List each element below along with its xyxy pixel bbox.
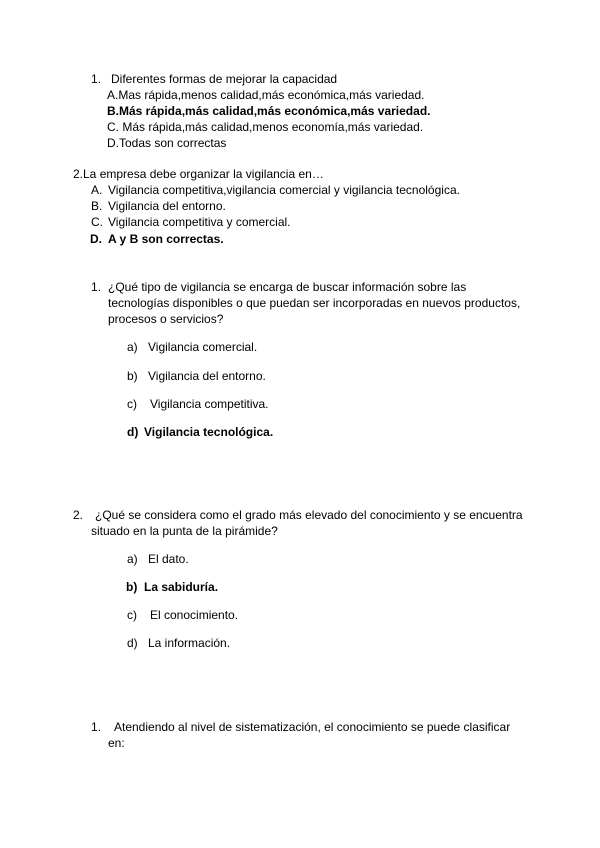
q1-option-a: A.Mas rápida,menos calidad,más económica,más variedad. <box>107 88 425 102</box>
q1-option-c: C. Más rápida,más calidad,menos economía,más variedad. <box>107 120 424 134</box>
q2-option-d-letter: D. <box>90 232 102 246</box>
q4-option-a-letter: a) <box>127 552 138 566</box>
q3-question-line-3: procesos o servicios? <box>108 312 224 326</box>
q2-option-c-letter: C. <box>91 215 103 229</box>
q2-option-a-letter: A. <box>91 183 103 197</box>
q3-option-c-text: Vigilancia competitiva. <box>150 397 269 411</box>
q4-option-b-letter: b) <box>126 580 138 594</box>
q3-question-line-1: ¿Qué tipo de vigilancia se encarga de buscar información sobre las <box>108 280 467 294</box>
q3-option-d-letter: d) <box>127 425 139 439</box>
q4-option-b-text: La sabiduría. <box>144 580 219 594</box>
q4-option-c-text: El conocimiento. <box>150 608 239 622</box>
q2-option-d-text: A y B son correctas. <box>108 232 224 246</box>
q3-option-b-text: Vigilancia del entorno. <box>148 369 266 383</box>
q1-option-d: D.Todas son correctas <box>107 136 227 150</box>
q4-question-line-1: ¿Qué se considera como el grado más elevado del conocimiento y se encuentra <box>95 508 523 522</box>
q3-option-d-text: Vigilancia tecnológica. <box>144 425 274 439</box>
q2-option-c-text: Vigilancia competitiva y comercial. <box>108 215 291 229</box>
q3-option-a-letter: a) <box>127 340 138 354</box>
q1-option-b: B.Más rápida,más calidad,más económica,más variedad. <box>107 104 431 118</box>
q5-question-line-2: en: <box>108 736 125 750</box>
q2-option-b-text: Vigilancia del entorno. <box>108 199 226 213</box>
q3-question-line-2: tecnologías disponibles o que puedan ser incorporadas en nuevos productos, <box>108 296 521 310</box>
q4-option-c-letter: c) <box>127 608 137 622</box>
q1-question: Diferentes formas de mejorar la capacidad <box>111 72 338 86</box>
q3-number: 1. <box>91 280 102 294</box>
q3-option-a-text: Vigilancia comercial. <box>148 340 258 354</box>
q2-question: 2.La empresa debe organizar la vigilancia en… <box>73 167 324 181</box>
q2-option-b-letter: B. <box>91 199 103 213</box>
q5-question-line-1: Atendiendo al nivel de sistematización, el conocimiento se puede clasificar <box>114 720 511 734</box>
q4-question-line-2: situado en la punta de la pirámide? <box>91 524 278 538</box>
q5-number: 1. <box>91 720 102 734</box>
q3-option-c-letter: c) <box>127 397 137 411</box>
q4-option-a-text: El dato. <box>148 552 189 566</box>
q4-option-d-text: La información. <box>148 636 231 650</box>
q1-number: 1. <box>91 72 102 86</box>
q3-option-b-letter: b) <box>127 369 138 383</box>
q2-option-a-text: Vigilancia competitiva,vigilancia comercial y vigilancia tecnológica. <box>108 183 460 197</box>
q4-option-d-letter: d) <box>127 636 138 650</box>
q4-number: 2. <box>73 508 84 522</box>
